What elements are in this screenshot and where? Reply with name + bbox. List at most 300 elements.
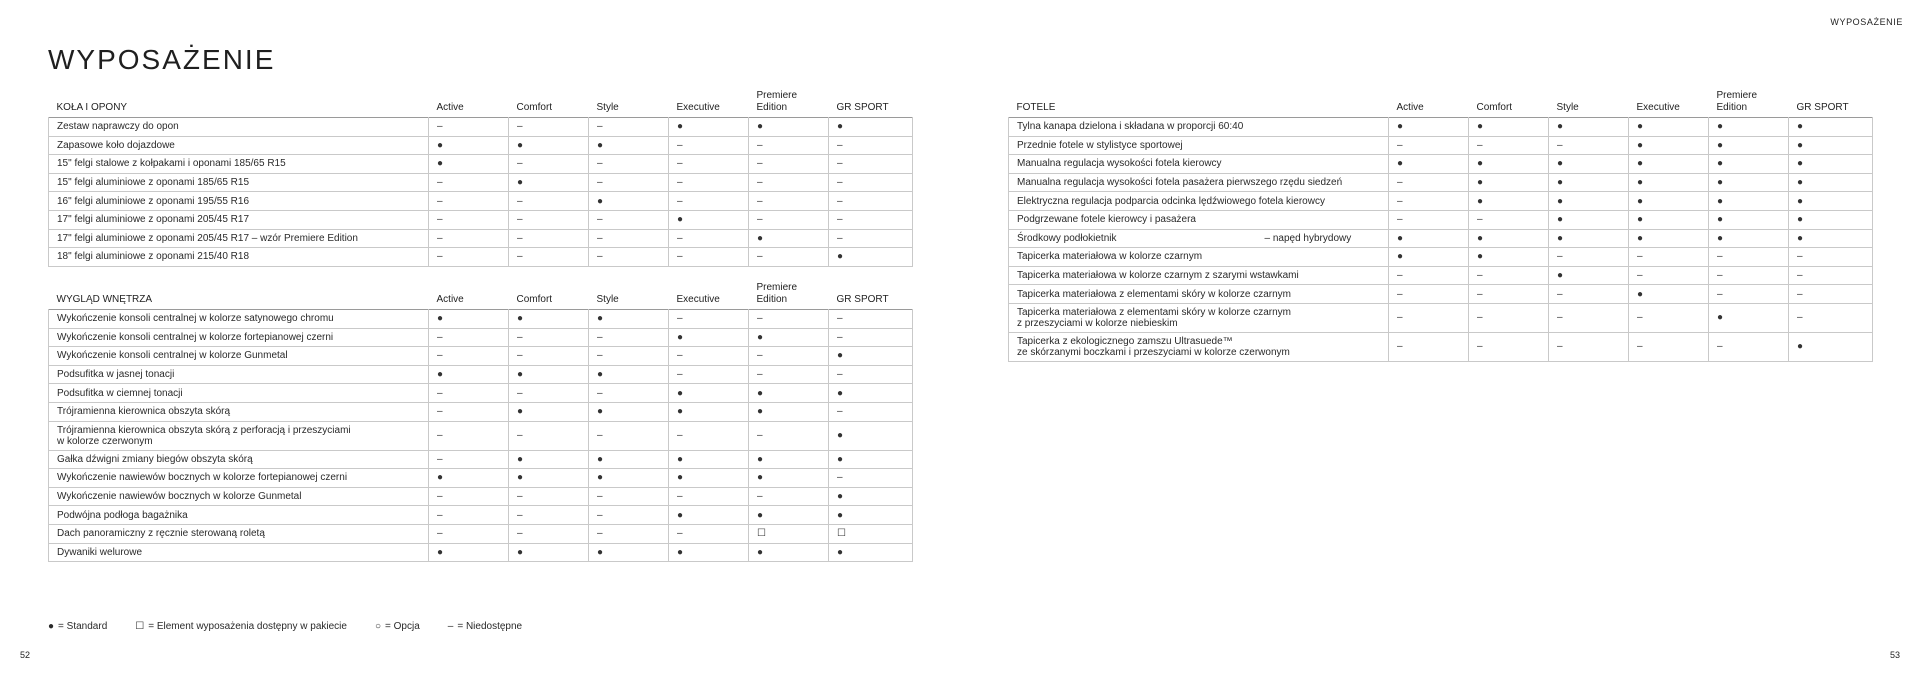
not-available-dash: – (429, 173, 509, 192)
not-available-dash: – (749, 173, 829, 192)
feature-text: 17" felgi aluminiowe z oponami 205/45 R17 – wzór Premiere Edition (57, 232, 358, 244)
not-available-dash: – (669, 136, 749, 155)
not-available-dash: – (1549, 136, 1629, 155)
standard-dot: ● (749, 229, 829, 248)
feature-name (49, 524, 429, 543)
standard-dot: ● (1789, 332, 1873, 361)
not-available-dash: – (1469, 332, 1549, 361)
feature-name (49, 450, 429, 469)
not-available-dash: – (669, 421, 749, 450)
table-row (49, 365, 913, 384)
not-available-dash: – (1389, 136, 1469, 155)
standard-dot: ● (429, 365, 509, 384)
not-available-dash: – (509, 524, 589, 543)
table-row (49, 118, 913, 137)
feature-text: 17" felgi aluminiowe z oponami 205/45 R17 (57, 214, 250, 226)
not-available-dash: – (509, 421, 589, 450)
not-available-dash: – (429, 210, 509, 229)
package-box: ☐ (749, 524, 829, 543)
not-available-dash: – (589, 210, 669, 229)
not-available-dash: – (829, 469, 913, 488)
table-row (49, 543, 913, 562)
not-available-dash: – (1549, 303, 1629, 332)
standard-dot: ● (429, 136, 509, 155)
standard-dot: ● (1549, 118, 1629, 137)
column-header: Style (1556, 102, 1579, 113)
column-header: Comfort (516, 102, 553, 113)
standard-dot: ● (589, 136, 669, 155)
table-row (49, 421, 913, 450)
feature-name (1009, 285, 1389, 304)
table-row (49, 450, 913, 469)
not-available-dash: – (749, 210, 829, 229)
column-header: Comfort (516, 294, 553, 305)
not-available-dash: – (749, 136, 829, 155)
table-row (1009, 285, 1873, 304)
column-header: GR SPORT (1796, 102, 1849, 113)
standard-dot: ● (749, 469, 829, 488)
not-available-dash: – (829, 365, 913, 384)
column-header: Premiere Edition (756, 90, 798, 113)
standard-dot: ● (1709, 136, 1789, 155)
not-available-dash: – (829, 210, 913, 229)
standard-dot: ● (749, 328, 829, 347)
not-available-dash: – (749, 155, 829, 174)
legend-label: = Niedostępne (457, 621, 523, 632)
feature-text: Zapasowe koło dojazdowe (57, 139, 175, 151)
table-row (1009, 266, 1873, 285)
not-available-dash: – (509, 347, 589, 366)
standard-dot: ● (829, 384, 913, 403)
not-available-dash: – (669, 192, 749, 211)
table-row (49, 402, 913, 421)
standard-dot: ● (669, 450, 749, 469)
not-available-dash: – (589, 347, 669, 366)
feature-name (49, 192, 429, 211)
not-available-dash: – (1469, 136, 1549, 155)
standard-dot: ● (1709, 303, 1789, 332)
not-available-dash: – (1789, 248, 1873, 267)
not-available-dash: – (1469, 266, 1549, 285)
table-row (49, 155, 913, 174)
not-available-dash: – (429, 487, 509, 506)
legend-symbol: ● (48, 621, 55, 632)
not-available-dash: – (1629, 303, 1709, 332)
not-available-dash: – (509, 506, 589, 525)
standard-dot: ● (1469, 155, 1549, 174)
feature-name (1009, 248, 1389, 267)
feature-text: Elektryczna regulacja podparcia odcinka lędźwiowego fotela kierowcy (1017, 195, 1325, 207)
standard-dot: ● (669, 402, 749, 421)
feature-text: Podwójna podłoga bagażnika (57, 509, 188, 521)
feature-name (49, 173, 429, 192)
not-available-dash: – (1629, 248, 1709, 267)
not-available-dash: – (509, 192, 589, 211)
category-heading: FOTELE (1016, 102, 1056, 113)
column-header: Active (436, 294, 464, 305)
feature-name (49, 487, 429, 506)
standard-dot: ● (669, 210, 749, 229)
legend-symbol: – (447, 621, 454, 632)
standard-dot: ● (749, 118, 829, 137)
feature-text-line2: ze skórzanymi boczkami i przeszyciami w kolorze czerwonym (1017, 346, 1290, 358)
standard-dot: ● (829, 506, 913, 525)
feature-name (49, 229, 429, 248)
legend-symbol: ○ (374, 621, 382, 632)
not-available-dash: – (589, 384, 669, 403)
standard-dot: ● (1469, 118, 1549, 137)
standard-dot: ● (749, 543, 829, 562)
standard-dot: ● (1709, 155, 1789, 174)
standard-dot: ● (509, 173, 589, 192)
column-header: Executive (676, 294, 720, 305)
standard-dot: ● (509, 310, 589, 329)
standard-dot: ● (429, 469, 509, 488)
table-row (49, 469, 913, 488)
standard-dot: ● (429, 310, 509, 329)
standard-dot: ● (669, 506, 749, 525)
table-row (1009, 192, 1873, 211)
not-available-dash: – (669, 347, 749, 366)
not-available-dash: – (749, 192, 829, 211)
not-available-dash: – (589, 506, 669, 525)
table-row (49, 524, 913, 543)
standard-dot: ● (1389, 248, 1469, 267)
column-header: GR SPORT (836, 102, 889, 113)
not-available-dash: – (749, 487, 829, 506)
table-row (49, 328, 913, 347)
feature-name (1009, 229, 1389, 248)
column-header: Active (436, 102, 464, 113)
feature-text: Podgrzewane fotele kierowcy i pasażera (1017, 214, 1196, 226)
standard-dot: ● (429, 543, 509, 562)
standard-dot: ● (669, 543, 749, 562)
not-available-dash: – (829, 155, 913, 174)
feature-text: Dach panoramiczny z ręcznie sterowaną roletą (57, 528, 265, 540)
legend-item (48, 621, 107, 632)
feature-name (49, 118, 429, 137)
standard-dot: ● (1549, 210, 1629, 229)
not-available-dash: – (829, 173, 913, 192)
standard-dot: ● (1469, 192, 1549, 211)
feature-name (49, 136, 429, 155)
feature-text: Wykończenie nawiewów bocznych w kolorze fortepianowej czerni (57, 472, 348, 484)
standard-dot: ● (669, 328, 749, 347)
table-row (49, 192, 913, 211)
standard-dot: ● (1629, 173, 1709, 192)
not-available-dash: – (509, 248, 589, 267)
feature-text: Trójramienna kierownica obszyta skórą z perforacją i przeszyciami (57, 424, 351, 436)
column-header: Executive (676, 102, 720, 113)
standard-dot: ● (589, 543, 669, 562)
standard-dot: ● (1389, 118, 1469, 137)
feature-text: 18" felgi aluminiowe z oponami 215/40 R18 (57, 251, 250, 263)
feature-text: Podsufitka w ciemnej tonacji (57, 387, 183, 399)
feature-name (49, 155, 429, 174)
feature-name (1009, 332, 1389, 361)
feature-text: Tapicerka materiałowa z elementami skóry w kolorze czarnym (1017, 306, 1291, 318)
feature-text: 15" felgi aluminiowe z oponami 185/65 R15 (57, 177, 250, 189)
standard-dot: ● (1549, 192, 1629, 211)
column-header: Comfort (1476, 102, 1513, 113)
section-label: WYPOSAŻENIE (1830, 17, 1903, 27)
standard-dot: ● (1709, 229, 1789, 248)
table-row (1009, 229, 1873, 248)
not-available-dash: – (669, 155, 749, 174)
feature-name (1009, 192, 1389, 211)
standard-dot: ● (829, 347, 913, 366)
standard-dot: ● (509, 450, 589, 469)
feature-text: Dywaniki welurowe (57, 546, 143, 558)
not-available-dash: – (1789, 303, 1873, 332)
not-available-dash: – (589, 487, 669, 506)
feature-text: Tylna kanapa dzielona i składana w proporcji 60:40 (1017, 121, 1244, 133)
feature-name (49, 347, 429, 366)
not-available-dash: – (829, 310, 913, 329)
not-available-dash: – (509, 155, 589, 174)
table-row (1009, 332, 1873, 361)
standard-dot: ● (1469, 229, 1549, 248)
not-available-dash: – (589, 248, 669, 267)
standard-dot: ● (1789, 173, 1873, 192)
feature-text: Manualna regulacja wysokości fotela kierowcy (1017, 158, 1222, 170)
table-row (49, 347, 913, 366)
table-row (49, 173, 913, 192)
standard-dot: ● (589, 402, 669, 421)
not-available-dash: – (1469, 210, 1549, 229)
standard-dot: ● (509, 136, 589, 155)
not-available-dash: – (749, 347, 829, 366)
not-available-dash: – (1389, 332, 1469, 361)
standard-dot: ● (1469, 173, 1549, 192)
standard-dot: ● (1629, 210, 1709, 229)
not-available-dash: – (509, 118, 589, 137)
table-row (1009, 155, 1873, 174)
not-available-dash: – (1629, 266, 1709, 285)
table-row (1009, 118, 1873, 137)
standard-dot: ● (669, 118, 749, 137)
standard-dot: ● (509, 365, 589, 384)
standard-dot: ● (1629, 229, 1709, 248)
standard-dot: ● (1789, 229, 1873, 248)
standard-dot: ● (1629, 155, 1709, 174)
legend-item (135, 621, 347, 632)
not-available-dash: – (589, 118, 669, 137)
not-available-dash: – (589, 524, 669, 543)
feature-name (1009, 155, 1389, 174)
standard-dot: ● (1629, 136, 1709, 155)
not-available-dash: – (429, 402, 509, 421)
standard-dot: ● (1549, 229, 1629, 248)
feature-text: Manualna regulacja wysokości fotela pasażera pierwszego rzędu siedzeń (1017, 177, 1343, 189)
feature-name (1009, 303, 1389, 332)
standard-dot: ● (509, 402, 589, 421)
feature-name (49, 365, 429, 384)
legend-label: = Element wyposażenia dostępny w pakiecie (148, 621, 347, 632)
not-available-dash: – (1549, 332, 1629, 361)
spec-table-wheels (48, 90, 913, 267)
not-available-dash: – (509, 384, 589, 403)
standard-dot: ● (669, 469, 749, 488)
not-available-dash: – (1389, 210, 1469, 229)
feature-text: Przednie fotele w stylistyce sportowej (1017, 139, 1183, 151)
not-available-dash: – (1789, 266, 1873, 285)
standard-dot: ● (589, 469, 669, 488)
not-available-dash: – (829, 192, 913, 211)
not-available-dash: – (509, 229, 589, 248)
not-available-dash: – (749, 248, 829, 267)
feature-name (49, 310, 429, 329)
standard-dot: ● (509, 543, 589, 562)
not-available-dash: – (829, 229, 913, 248)
feature-name (49, 469, 429, 488)
not-available-dash: – (429, 450, 509, 469)
standard-dot: ● (1389, 229, 1469, 248)
table-row (1009, 248, 1873, 267)
standard-dot: ● (1629, 285, 1709, 304)
feature-text: 15" felgi stalowe z kołpakami i oponami 185/65 R15 (57, 158, 286, 170)
column-header: Style (596, 102, 619, 113)
feature-text: Wykończenie nawiewów bocznych w kolorze Gunmetal (57, 491, 302, 503)
table-row (1009, 303, 1873, 332)
standard-dot: ● (829, 421, 913, 450)
not-available-dash: – (749, 310, 829, 329)
not-available-dash: – (1549, 248, 1629, 267)
not-available-dash: – (429, 384, 509, 403)
not-available-dash: – (429, 347, 509, 366)
feature-name (49, 248, 429, 267)
standard-dot: ● (749, 384, 829, 403)
standard-dot: ● (829, 450, 913, 469)
standard-dot: ● (1789, 136, 1873, 155)
not-available-dash: – (829, 402, 913, 421)
not-available-dash: – (1469, 285, 1549, 304)
standard-dot: ● (1789, 155, 1873, 174)
not-available-dash: – (1469, 303, 1549, 332)
column-header: Premiere Edition (1716, 90, 1758, 113)
legend-label: = Standard (58, 621, 108, 632)
not-available-dash: – (669, 173, 749, 192)
feature-text: Wykończenie konsoli centralnej w kolorze fortepianowej czerni (57, 331, 334, 343)
standard-dot: ● (429, 155, 509, 174)
feature-name (49, 328, 429, 347)
column-header: Premiere Edition (756, 282, 798, 305)
spec-table-interior (48, 282, 913, 562)
not-available-dash: – (429, 229, 509, 248)
feature-name (1009, 210, 1389, 229)
legend-item (448, 621, 522, 632)
standard-dot: ● (829, 487, 913, 506)
feature-name (49, 210, 429, 229)
feature-text: Tapicerka materiałowa z elementami skóry w kolorze czarnym (1017, 288, 1291, 300)
standard-dot: ● (749, 402, 829, 421)
legend-label: = Opcja (385, 621, 420, 632)
not-available-dash: – (429, 421, 509, 450)
not-available-dash: – (1389, 303, 1469, 332)
not-available-dash: – (1709, 248, 1789, 267)
not-available-dash: – (429, 192, 509, 211)
page-title: WYPOSAŻENIE (48, 44, 276, 75)
legend-item (375, 621, 420, 632)
legend (48, 621, 550, 632)
standard-dot: ● (829, 543, 913, 562)
column-header: Style (596, 294, 619, 305)
feature-text: Wykończenie konsoli centralnej w kolorze satynowego chromu (57, 313, 334, 325)
feature-name (1009, 173, 1389, 192)
table-row (1009, 210, 1873, 229)
standard-dot: ● (509, 469, 589, 488)
feature-name (49, 543, 429, 562)
not-available-dash: – (1389, 192, 1469, 211)
feature-text: Tapicerka materiałowa w kolorze czarnym z szarymi wstawkami (1017, 270, 1299, 282)
not-available-dash: – (509, 328, 589, 347)
column-header: GR SPORT (836, 294, 889, 305)
package-box: ☐ (829, 524, 913, 543)
not-available-dash: – (429, 118, 509, 137)
standard-dot: ● (589, 192, 669, 211)
not-available-dash: – (669, 487, 749, 506)
not-available-dash: – (429, 506, 509, 525)
feature-text: Tapicerka materiałowa w kolorze czarnym (1017, 251, 1203, 263)
standard-dot: ● (1709, 192, 1789, 211)
not-available-dash: – (589, 173, 669, 192)
not-available-dash: – (1549, 285, 1629, 304)
standard-dot: ● (669, 384, 749, 403)
not-available-dash: – (1709, 285, 1789, 304)
not-available-dash: – (669, 310, 749, 329)
table-row (49, 310, 913, 329)
not-available-dash: – (669, 365, 749, 384)
not-available-dash: – (509, 487, 589, 506)
feature-text-line2: z przeszyciami w kolorze niebieskim (1017, 317, 1178, 329)
page-number-left: 52 (20, 650, 31, 660)
feature-text: Podsufitka w jasnej tonacji (57, 369, 175, 381)
not-available-dash: – (1709, 332, 1789, 361)
not-available-dash: – (1629, 332, 1709, 361)
not-available-dash: – (1709, 266, 1789, 285)
not-available-dash: – (429, 524, 509, 543)
column-header: Active (1396, 102, 1424, 113)
standard-dot: ● (1389, 155, 1469, 174)
table-row (49, 487, 913, 506)
not-available-dash: – (509, 210, 589, 229)
feature-text: 16" felgi aluminiowe z oponami 195/55 R16 (57, 195, 250, 207)
not-available-dash: – (1789, 285, 1873, 304)
feature-text: Trójramienna kierownica obszyta skórą (57, 406, 231, 418)
table-row (49, 210, 913, 229)
not-available-dash: – (749, 365, 829, 384)
standard-dot: ● (1629, 118, 1709, 137)
standard-dot: ● (1789, 192, 1873, 211)
feature-text: Gałka dźwigni zmiany biegów obszyta skórą (57, 453, 253, 465)
not-available-dash: – (589, 155, 669, 174)
category-heading: WYGLĄD WNĘTRZA (56, 294, 153, 305)
not-available-dash: – (829, 328, 913, 347)
column-header: Executive (1636, 102, 1680, 113)
table-row (49, 136, 913, 155)
not-available-dash: – (669, 248, 749, 267)
feature-text-line2: w kolorze czerwonym (57, 435, 153, 447)
not-available-dash: – (589, 421, 669, 450)
feature-name (49, 402, 429, 421)
feature-text: Środkowy podłokietnik (1017, 232, 1117, 244)
page-number-right: 53 (1889, 650, 1900, 660)
standard-dot: ● (1789, 118, 1873, 137)
category-heading: KOŁA I OPONY (56, 102, 128, 113)
not-available-dash: – (429, 328, 509, 347)
not-available-dash: – (829, 136, 913, 155)
standard-dot: ● (829, 248, 913, 267)
